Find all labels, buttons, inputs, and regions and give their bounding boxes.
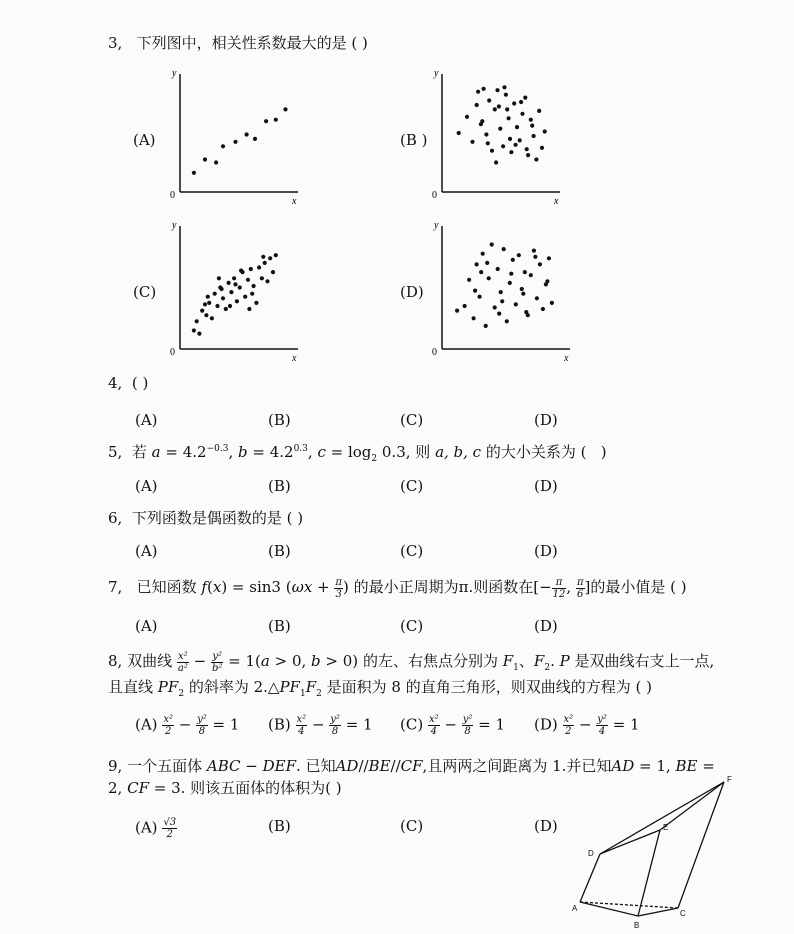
data-point	[535, 296, 539, 300]
data-point	[203, 157, 207, 161]
data-point	[481, 252, 485, 256]
data-point	[534, 157, 538, 161]
q5-option-b[interactable]: (B)	[268, 477, 291, 495]
q6-number: 6,	[108, 509, 123, 527]
data-point	[541, 307, 545, 311]
data-point	[520, 112, 524, 116]
q5-option-c[interactable]: (C)	[400, 477, 424, 495]
data-point	[547, 256, 551, 260]
data-point	[508, 137, 512, 141]
data-point	[243, 295, 247, 299]
q9-option-b[interactable]: (B)	[268, 817, 291, 835]
data-point	[246, 278, 250, 282]
data-point	[467, 278, 471, 282]
data-point	[214, 160, 218, 164]
data-point	[465, 115, 469, 119]
data-point	[271, 270, 275, 274]
q8-option-b-label: (B)	[268, 715, 291, 734]
q9-option-d[interactable]: (D)	[534, 817, 558, 835]
x-axis-label: x	[292, 196, 297, 207]
data-point	[250, 292, 254, 296]
q6-option-a[interactable]: (A)	[135, 542, 158, 560]
data-point	[498, 127, 502, 131]
data-point	[529, 273, 533, 277]
data-point	[283, 107, 287, 111]
data-point	[532, 134, 536, 138]
data-point	[512, 101, 516, 105]
data-point	[545, 279, 549, 283]
y-axis-label: y	[172, 68, 177, 79]
data-point	[268, 256, 272, 260]
plot-c-label: (C)	[133, 283, 157, 301]
q4-option-b[interactable]: (B)	[268, 411, 291, 429]
q6-stem: 下列函数是偶函数的是 ( )	[131, 509, 304, 527]
data-point	[217, 276, 221, 280]
q8-option-a[interactable]: (A) $\frac{\text{x²}}{2}$ − $\frac{\text{y²}}{8}$ = 1	[135, 714, 240, 737]
data-point	[224, 307, 228, 311]
question-8-line-2: 且直线 $PF_2$ 的斜率为 $2.\triangle PF_1F_2$ 是面积为 8 的直角三角形，则双曲线的方程为 ( )	[108, 678, 652, 699]
data-point	[502, 85, 506, 89]
data-point	[494, 160, 498, 164]
question-9-line-1: 9, 一个五面体 ABC − DEF. 已知AD//BE//CF,且两两之间距离为 1.并已知AD = 1, BE =	[108, 757, 715, 775]
data-point	[457, 131, 461, 135]
origin-label: 0	[170, 190, 175, 201]
edge-be	[638, 830, 660, 916]
data-point	[487, 98, 491, 102]
scatter-plot-d	[422, 214, 582, 364]
q8-number: 8,	[108, 652, 123, 670]
data-point	[524, 310, 528, 314]
data-point	[486, 141, 490, 145]
data-point	[537, 109, 541, 113]
data-point	[263, 261, 267, 265]
q5-stem-pre: 若	[131, 443, 147, 461]
data-point	[455, 309, 459, 313]
data-point	[232, 276, 236, 280]
edge-df	[600, 782, 724, 854]
data-point	[203, 302, 207, 306]
q9-option-c[interactable]: (C)	[400, 817, 424, 835]
question-8-line-1: 8, 双曲线 $\frac{\text{x²}}{\text{a²}}$ − $\frac{\text{y²}}{\text{b²}}$ = 1(a > 0, b > 0) 的左、右焦点分别为 $F_1$、$F_2$. P 是双曲线右支上一点,	[108, 650, 715, 674]
q7-number: 7,	[108, 578, 123, 596]
data-point	[482, 87, 486, 91]
scatter-plot-c	[160, 214, 310, 364]
origin-label: 0	[432, 190, 437, 201]
data-point	[543, 129, 547, 133]
data-point	[497, 312, 501, 316]
data-point	[213, 292, 217, 296]
data-point	[514, 143, 518, 147]
q7-option-b[interactable]: (B)	[268, 617, 291, 635]
data-point	[540, 146, 544, 150]
question-9-line-2: 2, CF = 3. 则该五面体的体积为( )	[108, 779, 342, 797]
data-point	[227, 281, 231, 285]
data-point	[470, 140, 474, 144]
data-point	[210, 316, 214, 320]
x-axis-label: x	[554, 196, 559, 207]
data-point	[529, 118, 533, 122]
vertex-e-label: E	[663, 823, 669, 832]
data-point	[526, 153, 530, 157]
data-point	[484, 132, 488, 136]
data-point	[523, 270, 527, 274]
data-point	[521, 292, 525, 296]
data-point	[253, 137, 257, 141]
q7-stem-post: 的最小值是 ( )	[590, 578, 687, 596]
data-point	[473, 289, 477, 293]
q9-line2-b: 则该五面体的体积为( )	[190, 779, 342, 797]
q7-stem-mid: 的最小正周期为π.则函数在	[353, 578, 534, 596]
q8-line2-mid: 的斜率为	[188, 678, 249, 696]
data-point	[265, 279, 269, 283]
data-point	[197, 332, 201, 336]
data-point	[518, 138, 522, 142]
data-point	[538, 262, 542, 266]
q8-option-c-label: (C)	[400, 715, 424, 734]
data-point	[517, 253, 521, 257]
q7-option-d[interactable]: (D)	[534, 617, 558, 635]
data-point	[260, 276, 264, 280]
data-point	[233, 282, 237, 286]
q5-option-a[interactable]: (A)	[135, 477, 158, 495]
data-point	[221, 296, 225, 300]
vertex-f-label: F	[727, 775, 732, 784]
data-point	[220, 287, 224, 291]
edge-ab	[580, 902, 638, 916]
data-point	[235, 299, 239, 303]
data-point	[500, 299, 504, 303]
data-point	[501, 144, 505, 148]
q8-option-d-label: (D)	[534, 715, 558, 734]
data-point	[475, 103, 479, 107]
data-point	[229, 290, 233, 294]
q8-option-b[interactable]: (B) $\frac{\text{x²}}{4}$ − $\frac{\text{y²}}{8}$ = 1	[268, 714, 373, 737]
edge-bc	[638, 908, 678, 916]
plot-d-label: (D)	[400, 283, 424, 301]
data-point	[204, 313, 208, 317]
scatter-plot-b	[422, 62, 572, 207]
data-point	[274, 253, 278, 257]
x-axis-label: x	[292, 353, 297, 364]
data-point	[252, 284, 256, 288]
data-point	[490, 149, 494, 153]
vertex-b-label: B	[634, 921, 640, 930]
q8-line2-mid2: 是面积为 8 的直角三角形，则双曲线的方程为 ( )	[326, 678, 652, 696]
q8-line1-post: 的左、右焦点分别为	[362, 652, 498, 670]
data-point	[228, 304, 232, 308]
q7-option-c[interactable]: (C)	[400, 617, 424, 635]
data-point	[480, 119, 484, 123]
vertex-d-label: D	[588, 849, 594, 858]
question-6	[108, 507, 303, 528]
y-axis-label: y	[434, 220, 439, 231]
q7-option-a[interactable]: (A)	[135, 617, 158, 635]
q8-option-c[interactable]: (C) $\frac{\text{x²}}{4}$ − $\frac{\text{y²}}{8}$ = 1	[400, 714, 506, 737]
data-point	[261, 255, 265, 259]
data-point	[249, 267, 253, 271]
data-point	[496, 267, 500, 271]
q4-option-a[interactable]: (A)	[135, 411, 158, 429]
question-3	[108, 32, 368, 53]
data-point	[497, 104, 501, 108]
data-point	[520, 287, 524, 291]
q9-number: 9,	[108, 757, 123, 775]
data-point	[530, 124, 534, 128]
q7-stem-pre: 已知函数	[136, 578, 197, 596]
q8-stem-pre: 双曲线	[127, 652, 173, 670]
data-point	[233, 140, 237, 144]
data-point	[476, 90, 480, 94]
q9-option-a-label: (A)	[135, 818, 158, 837]
data-point	[508, 281, 512, 285]
question-7: 7, 已知函数 f(x) = sin3 (ωx + $\frac{\pi}{3}$ ) 的最小正周期为π.则函数在[− $\frac{\pi}{12}$ , $\frac{\pi}{6}$ ]的最小值是 ( )	[108, 576, 687, 600]
data-point	[247, 307, 251, 311]
data-point	[215, 304, 219, 308]
y-axis-label: y	[434, 68, 439, 79]
data-point	[525, 147, 529, 151]
edge-ef	[660, 782, 724, 830]
data-point	[493, 107, 497, 111]
q9-line1: 一个五面体	[127, 757, 203, 775]
vertex-c-label: C	[680, 909, 686, 918]
q9-line1-c: 且两两之间距离为 1.并已知	[427, 757, 612, 775]
data-point	[505, 319, 509, 323]
data-point	[514, 302, 518, 306]
q4-number: 4,	[108, 374, 123, 392]
data-point	[523, 96, 527, 100]
data-point	[485, 261, 489, 265]
data-point	[274, 118, 278, 122]
data-point	[239, 269, 243, 273]
question-5: 5, 若 $a = 4.2^{-0.3}$, $b = 4.2^{0.3}$, $c = \log_2 0.3$, 则 a, b, c 的大小关系为 ( )	[108, 443, 607, 464]
data-point	[487, 276, 491, 280]
data-point	[519, 100, 523, 104]
scatter-plot-a	[160, 62, 310, 207]
data-point	[221, 144, 225, 148]
y-axis-label: y	[172, 220, 177, 231]
q8-option-a-label: (A)	[135, 715, 158, 734]
data-point	[478, 295, 482, 299]
q5-number: 5,	[108, 443, 123, 461]
data-point	[207, 301, 211, 305]
data-point	[206, 295, 210, 299]
edge-cf	[678, 782, 724, 908]
data-point	[264, 119, 268, 123]
q9-option-a[interactable]: (A) $\frac{√3}{2}$	[135, 817, 177, 840]
data-point	[200, 309, 204, 313]
data-point	[463, 304, 467, 308]
data-point	[254, 301, 258, 305]
data-point	[475, 262, 479, 266]
q8-line1-tail: 是双曲线右支上一点,	[574, 652, 715, 670]
data-point	[490, 242, 494, 246]
q4-option-c[interactable]: (C)	[400, 411, 424, 429]
q6-option-d[interactable]: (D)	[534, 542, 558, 560]
origin-label: 0	[170, 347, 175, 358]
q5-option-d[interactable]: (D)	[534, 477, 558, 495]
data-point	[504, 93, 508, 97]
q4-option-d[interactable]: (D)	[534, 411, 558, 429]
data-point	[195, 319, 199, 323]
q6-option-c[interactable]: (C)	[400, 542, 424, 560]
data-point	[495, 88, 499, 92]
q3-stem: 下列图中，相关性系数最大的是 ( )	[136, 34, 368, 52]
edge-de	[600, 830, 660, 854]
q4-stem: ( )	[131, 374, 149, 392]
vertex-a-label: A	[572, 904, 578, 913]
data-point	[509, 272, 513, 276]
data-point	[238, 285, 242, 289]
pentahedron-figure	[560, 770, 760, 934]
plot-b-label: (B )	[400, 131, 428, 149]
data-point	[499, 290, 503, 294]
data-point	[479, 270, 483, 274]
data-point	[192, 328, 196, 332]
data-point	[550, 301, 554, 305]
data-point	[532, 249, 536, 253]
x-axis-label: x	[564, 353, 569, 364]
q6-option-b[interactable]: (B)	[268, 542, 291, 560]
data-point	[192, 171, 196, 175]
data-point	[505, 107, 509, 111]
data-point	[502, 247, 506, 251]
data-point	[484, 324, 488, 328]
data-point	[257, 265, 261, 269]
origin-label: 0	[432, 347, 437, 358]
data-point	[515, 125, 519, 129]
q9-line1-b: 已知	[305, 757, 336, 775]
data-point	[511, 258, 515, 262]
data-point	[493, 305, 497, 309]
data-point	[509, 150, 513, 154]
data-point	[533, 255, 537, 259]
data-point	[507, 116, 511, 120]
data-point	[472, 316, 476, 320]
q8-option-d[interactable]: (D) $\frac{\text{x²}}{2}$ − $\frac{\text{y²}}{4}$ = 1	[534, 714, 640, 737]
plot-a-label: (A)	[133, 131, 156, 149]
edge-ad	[580, 854, 600, 902]
question-4	[108, 374, 148, 392]
q3-number: 3,	[108, 34, 123, 52]
data-point	[245, 132, 249, 136]
q8-line2: 且直线	[108, 678, 154, 696]
